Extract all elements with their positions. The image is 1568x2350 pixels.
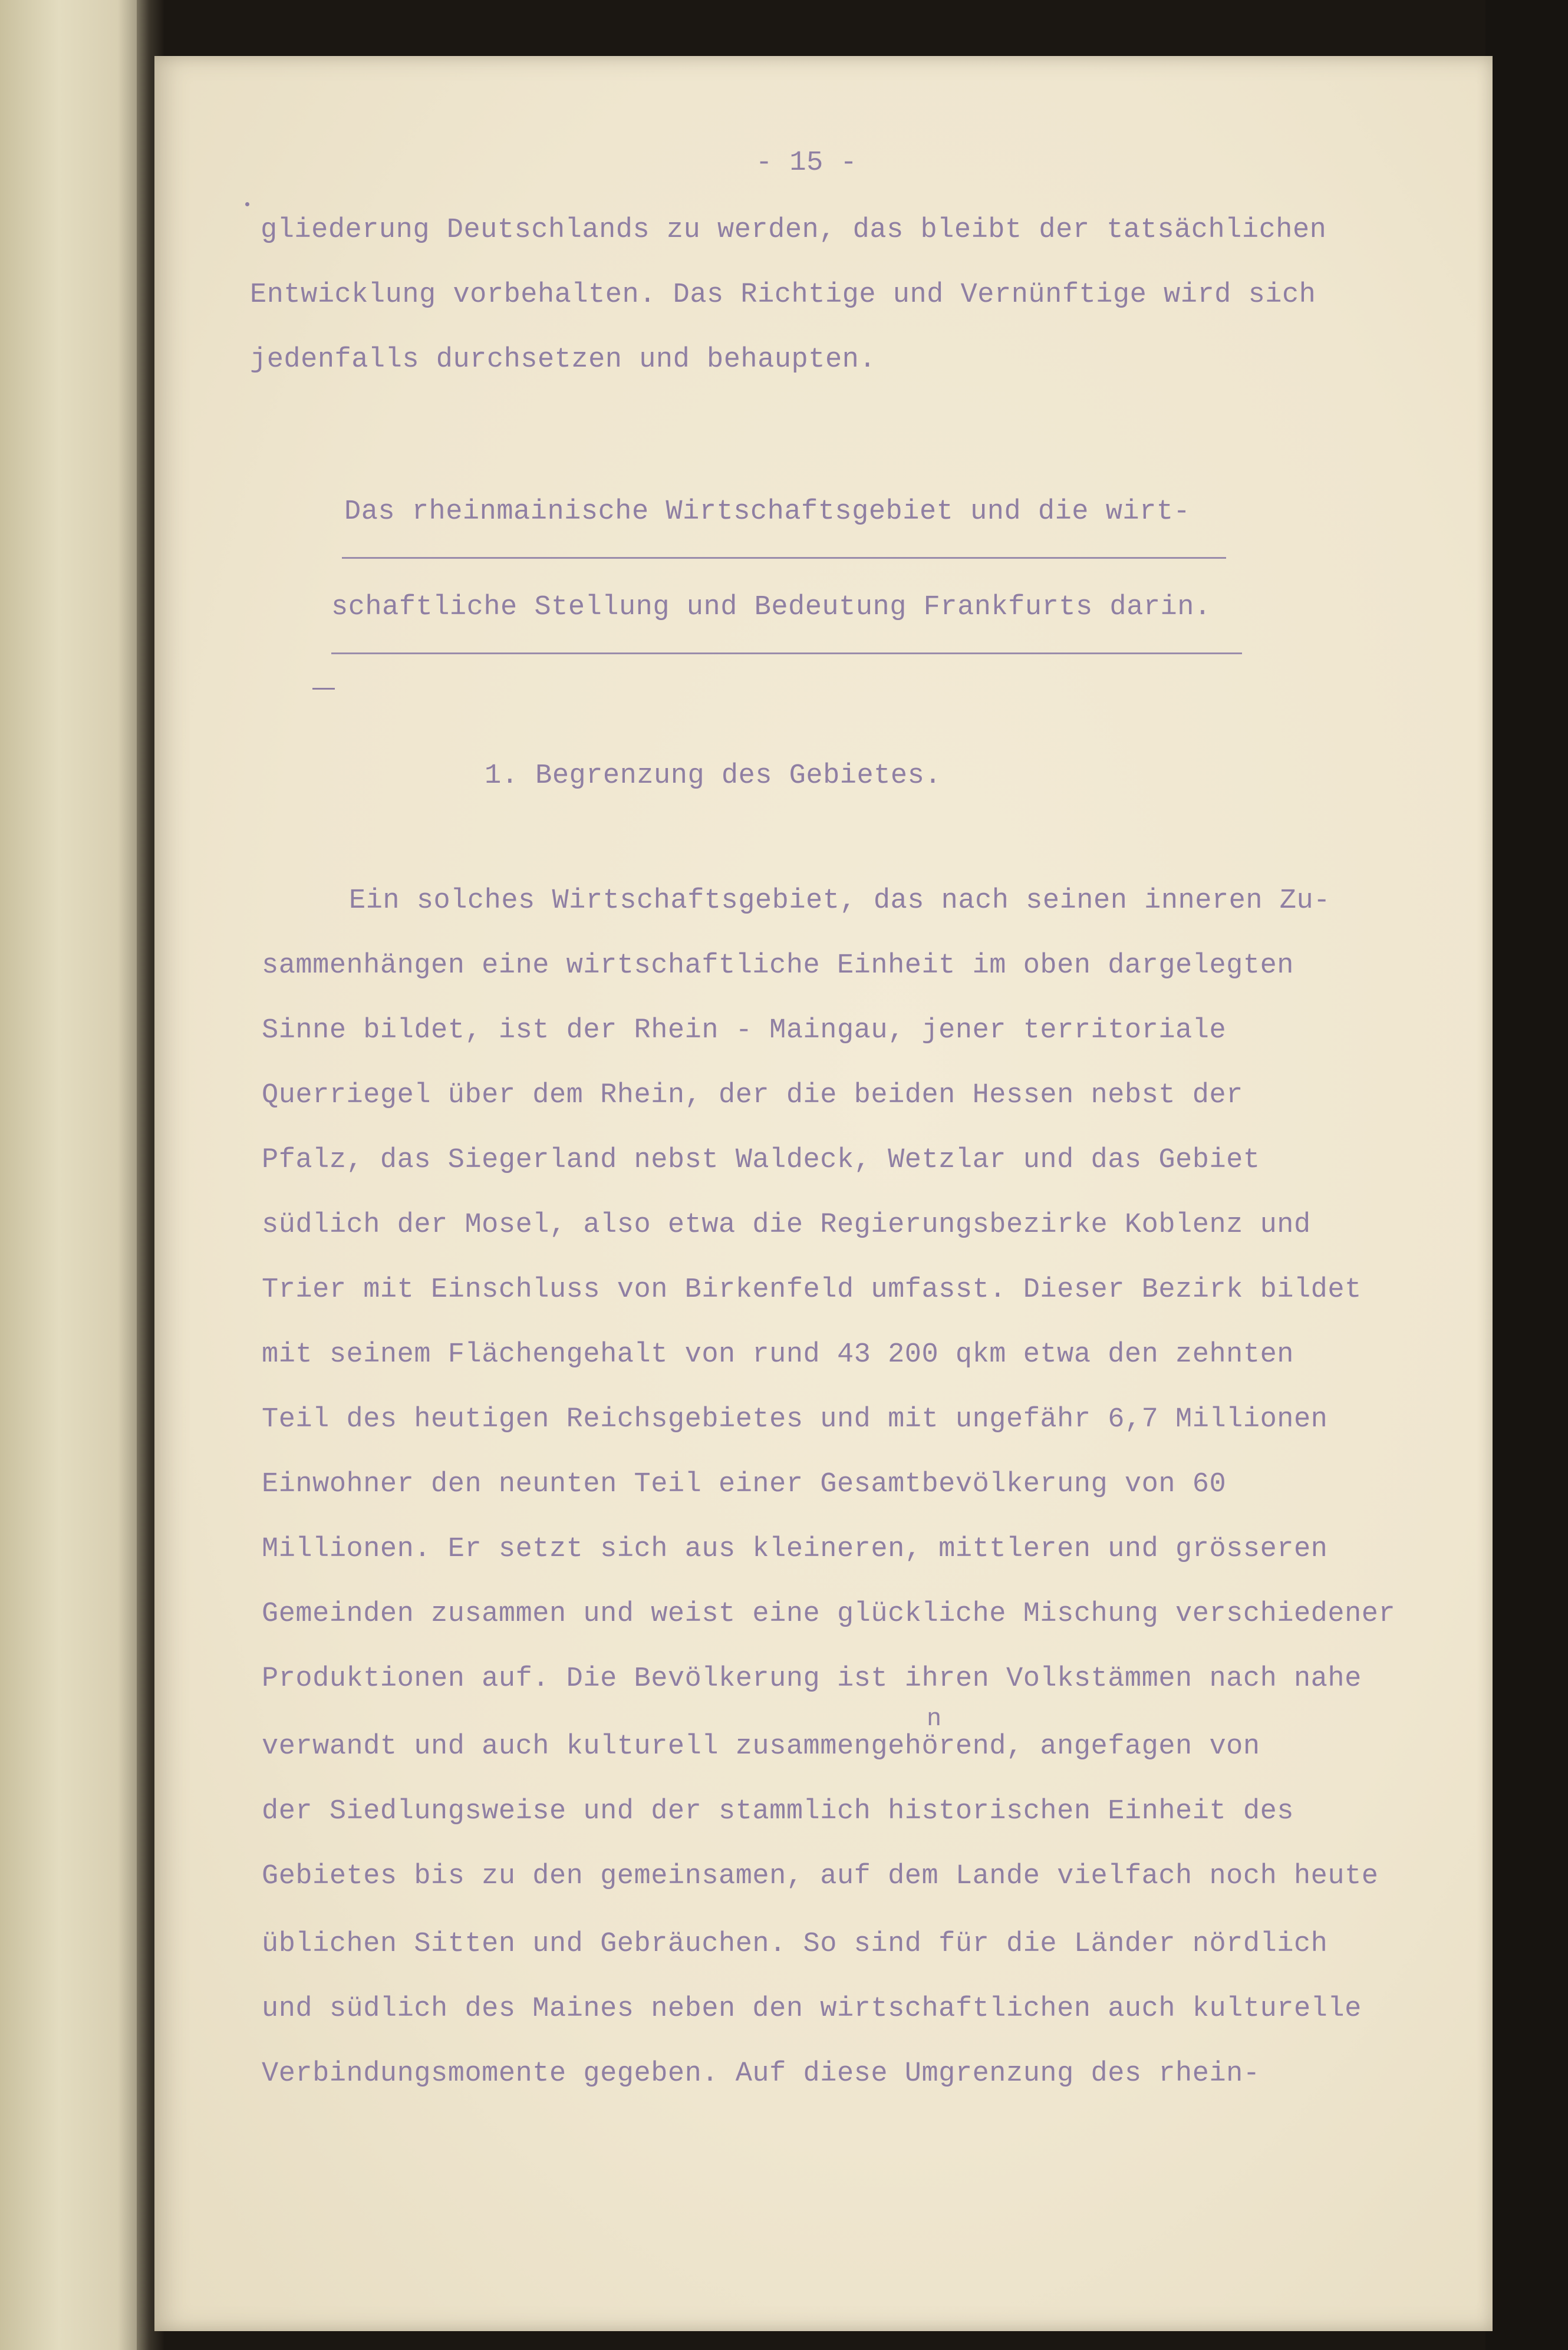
body-line-5: Pfalz, das Siegerland nebst Waldeck, Wetzlar und das Gebiet (262, 1145, 1260, 1176)
body-line-9: Teil des heutigen Reichsgebietes und mit ungefähr 6,7 Millionen (262, 1404, 1328, 1435)
intro-line-3: jedenfalls durchsetzen und behaupten. (250, 344, 877, 375)
page-number: - 15 - (756, 147, 858, 179)
background-edge (1485, 0, 1568, 2350)
intro-line-2: Entwicklung vorbehalten. Das Richtige und Vernünftige wird sich (250, 279, 1316, 311)
stray-dash (312, 688, 335, 690)
body-line-6: südlich der Mosel, also etwa die Regierungsbezirke Koblenz und (262, 1209, 1311, 1241)
heading-line-1: Das rheinmainische Wirtschaftsgebiet und die wirt- (344, 496, 1191, 528)
body-line-19: Verbindungsmomente gegeben. Auf diese Umgrenzung des rhein- (262, 2058, 1260, 2089)
body-line-4: Querriegel über dem Rhein, der die beiden Hessen nebst der (262, 1080, 1243, 1111)
interlinear-correction: n (927, 1705, 942, 1733)
heading-line-2: schaftliche Stellung und Bedeutung Frankfurts darin. (331, 592, 1211, 623)
left-page-edge (0, 0, 147, 2350)
body-line-3: Sinne bildet, ist der Rhein - Maingau, jener territoriale (262, 1015, 1227, 1046)
intro-line-1: gliederung Deutschlands zu werden, das bleibt der tatsächlichen (261, 215, 1327, 246)
body-line-18: und südlich des Maines neben den wirtschaftlichen auch kulturelle (262, 1993, 1362, 2025)
body-line-15: der Siedlungsweise und der stammlich historischen Einheit des (262, 1796, 1294, 1827)
heading-underline-2 (331, 652, 1242, 654)
body-line-17: üblichen Sitten und Gebräuchen. So sind für die Länder nördlich (262, 1929, 1328, 1960)
ink-dot (245, 202, 249, 206)
body-line-1: Ein solches Wirtschaftsgebiet, das nach seinen inneren Zu- (349, 885, 1330, 917)
section-title: 1. Begrenzung des Gebietes. (485, 760, 942, 792)
typewritten-page (154, 56, 1493, 2331)
body-line-12: Gemeinden zusammen und weist eine glückliche Mischung verschiedener (262, 1598, 1396, 1630)
body-line-16: Gebietes bis zu den gemeinsamen, auf dem Lande vielfach noch heute (262, 1861, 1379, 1892)
body-line-2: sammenhängen eine wirtschaftliche Einheit im oben dargelegten (262, 950, 1294, 981)
heading-underline-1 (342, 557, 1226, 559)
body-line-14: verwandt und auch kulturell zusammengehörend, angefagen von (262, 1731, 1260, 1762)
body-line-11: Millionen. Er setzt sich aus kleineren, mittleren und grösseren (262, 1534, 1328, 1565)
body-line-10: Einwohner den neunten Teil einer Gesamtbevölkerung von 60 (262, 1469, 1227, 1500)
body-line-8: mit seinem Flächengehalt von rund 43 200 qkm etwa den zehnten (262, 1339, 1294, 1370)
body-line-7: Trier mit Einschluss von Birkenfeld umfasst. Dieser Bezirk bildet (262, 1274, 1362, 1306)
body-line-13: Produktionen auf. Die Bevölkerung ist ihren Volkstämmen nach nahe (262, 1663, 1362, 1695)
